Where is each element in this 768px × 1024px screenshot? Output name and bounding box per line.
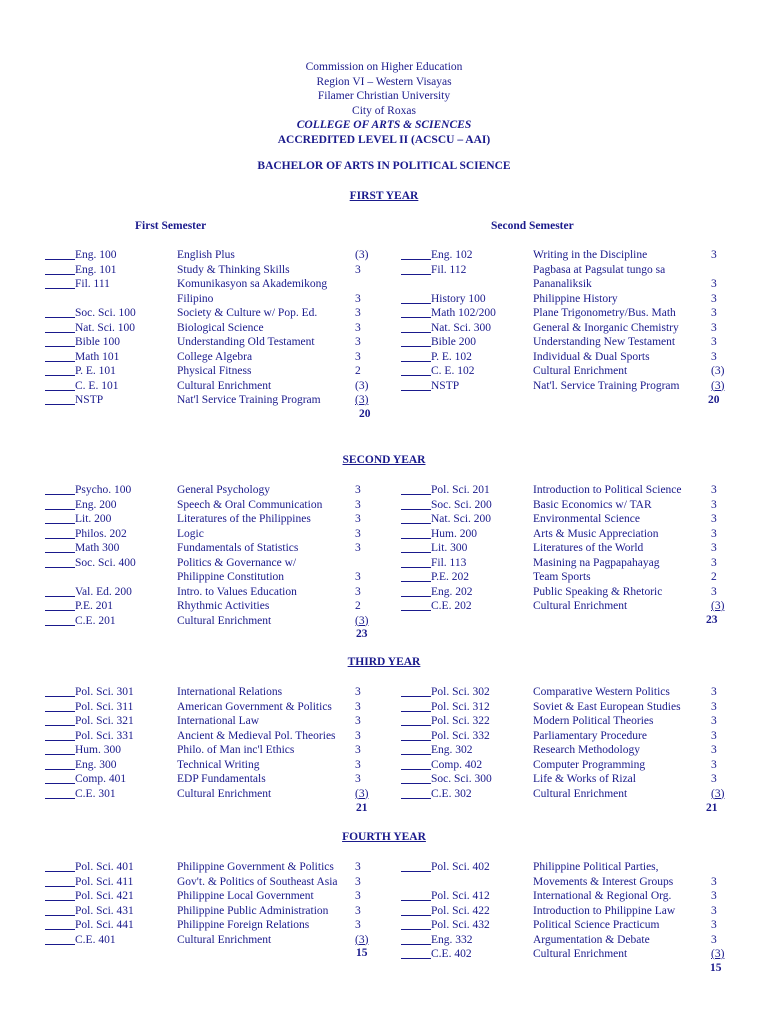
course-units: (3) — [711, 365, 725, 377]
course-units: 3 — [711, 729, 717, 742]
course-units: 3 — [711, 933, 717, 946]
grade-blank-line — [401, 538, 431, 539]
course-units: 3 — [711, 773, 717, 785]
course-units: 3 — [355, 263, 361, 276]
course-units: (3) — [355, 787, 369, 800]
course-units: 3 — [355, 292, 361, 305]
grade-blank-line — [45, 610, 75, 611]
course-title: International Relations — [177, 686, 283, 698]
grade-blank-line — [401, 509, 431, 510]
course-code: Fil. 113 — [431, 556, 467, 569]
grade-blank-line — [45, 259, 75, 260]
course-title: Logic — [177, 527, 204, 540]
course-code: Eng. 300 — [75, 758, 117, 771]
course-code: P. E. 102 — [431, 350, 472, 363]
year-title-first: FIRST YEAR — [349, 190, 419, 202]
course-title: Technical Writing — [177, 758, 260, 771]
course-units: (3) — [711, 600, 725, 612]
course-code: Pol. Sci. 422 — [431, 904, 490, 917]
first-year-second-semester-total: 20 — [708, 394, 720, 406]
course-code: Pol. Sci. 432 — [431, 919, 490, 931]
course-title: Biological Science — [177, 321, 264, 334]
course-code: Nat. Sci. 200 — [431, 513, 492, 525]
fourth-year-second-semester-total: 15 — [710, 962, 722, 974]
grade-blank-line — [45, 798, 75, 799]
grade-blank-line — [45, 711, 75, 712]
grade-blank-line — [401, 552, 431, 553]
grade-blank-line — [45, 509, 75, 510]
course-units: (3) — [711, 948, 725, 960]
grade-blank-line — [45, 944, 75, 945]
course-title: Understanding Old Testament — [177, 336, 315, 348]
course-units: 3 — [711, 700, 717, 713]
grade-blank-line — [401, 274, 431, 275]
course-units: 3 — [711, 278, 717, 290]
course-title: Speech & Oral Communication — [177, 498, 323, 511]
course-units: 3 — [355, 904, 361, 917]
course-title: Environmental Science — [533, 513, 640, 525]
course-code: Pol. Sci. 412 — [431, 890, 490, 902]
header-line-city: City of Roxas — [352, 104, 416, 117]
course-title: Cultural Enrichment — [533, 600, 628, 612]
header-line-region: Region VI – Western Visayas — [316, 75, 452, 88]
course-units: 3 — [355, 758, 361, 771]
grade-blank-line — [401, 317, 431, 318]
course-title: Philippine Political Parties, — [533, 861, 659, 873]
grade-blank-line — [401, 783, 431, 784]
course-title: Philo. of Man inc'l Ethics — [177, 744, 295, 756]
grade-blank-line — [45, 783, 75, 784]
course-title: Computer Programming — [533, 758, 646, 771]
grade-blank-line — [401, 361, 431, 362]
course-units: 3 — [355, 336, 361, 348]
course-code: Bible 200 — [431, 336, 477, 348]
course-code: Eng. 202 — [431, 585, 473, 598]
course-title: Political Science Practicum — [533, 919, 660, 931]
course-units: 3 — [355, 686, 361, 698]
course-units: 3 — [711, 321, 717, 334]
course-code: Pol. Sci. 321 — [75, 715, 134, 727]
course-units: 3 — [711, 484, 717, 496]
course-title: Pagbasa at Pagsulat tungo sa — [533, 263, 666, 276]
course-code: Pol. Sci. 421 — [75, 890, 134, 902]
course-code: Soc. Sci. 200 — [431, 498, 492, 511]
course-code: NSTP — [431, 379, 460, 392]
course-code: Eng. 100 — [75, 249, 117, 261]
grade-blank-line — [45, 375, 75, 376]
course-code: Bible 100 — [75, 336, 121, 348]
course-code: Hum. 300 — [75, 744, 121, 756]
grade-blank-line — [45, 915, 75, 916]
grade-blank-line — [401, 390, 431, 391]
course-code: Pol. Sci. 402 — [431, 861, 490, 873]
course-title: Individual & Dual Sports — [533, 350, 650, 363]
grade-blank-line — [45, 625, 75, 626]
course-title: Cultural Enrichment — [177, 787, 272, 800]
course-code: Nat. Sci. 100 — [75, 321, 136, 334]
course-code: P.E. 201 — [75, 600, 114, 612]
course-title: Intro. to Values Education — [177, 585, 297, 598]
course-code: Pol. Sci. 311 — [75, 700, 134, 713]
grade-blank-line — [401, 696, 431, 697]
course-units: 3 — [355, 919, 361, 931]
course-units: 3 — [711, 744, 717, 756]
course-code: P.E. 202 — [431, 571, 470, 583]
course-code: Comp. 402 — [431, 758, 483, 771]
grade-blank-line — [45, 740, 75, 741]
course-units: 3 — [711, 715, 717, 727]
course-title: Team Sports — [533, 571, 591, 583]
course-code: Pol. Sci. 201 — [431, 484, 490, 496]
course-title: Cultural Enrichment — [533, 787, 628, 800]
course-title: Writing in the Discipline — [533, 249, 648, 261]
course-title: Literatures of the World — [533, 542, 644, 554]
course-code: Soc. Sci. 400 — [75, 556, 136, 569]
course-code: Lit. 200 — [75, 513, 112, 525]
course-title: Philippine Constitution — [177, 571, 285, 583]
course-units: (3) — [355, 614, 369, 627]
course-title: Movements & Interest Groups — [533, 875, 674, 888]
second-semester-label: Second Semester — [491, 220, 574, 232]
course-units: 2 — [355, 365, 361, 377]
course-code: Hum. 200 — [431, 527, 477, 540]
course-code: C. E. 101 — [75, 379, 119, 392]
course-units: 3 — [355, 744, 361, 756]
year-title-second: SECOND YEAR — [342, 454, 426, 466]
year-title-third: THIRD YEAR — [347, 656, 421, 668]
fourth-year-first-semester-total: 15 — [356, 947, 368, 959]
header-accreditation: ACCREDITED LEVEL II (ACSCU – AAI) — [277, 133, 491, 146]
course-title: Introduction to Philippine Law — [533, 904, 676, 917]
course-code: Fil. 112 — [431, 263, 467, 276]
grade-blank-line — [401, 900, 431, 901]
grade-blank-line — [45, 361, 75, 362]
course-title: Soviet & East European Studies — [533, 700, 681, 713]
course-title: Ancient & Medieval Pol. Theories — [177, 729, 336, 742]
course-title: Society & Culture w/ Pop. Ed. — [177, 307, 318, 319]
year-title-fourth: FOURTH YEAR — [342, 831, 426, 843]
course-units: (3) — [711, 787, 725, 800]
course-units: 3 — [711, 758, 717, 771]
course-code: Eng. 101 — [75, 263, 117, 276]
course-title: Life & Works of Rizal — [533, 773, 636, 785]
grade-blank-line — [45, 886, 75, 887]
course-code: C.E. 301 — [75, 787, 116, 800]
grade-blank-line — [401, 871, 431, 872]
course-code: C.E. 202 — [431, 600, 472, 612]
course-units: 3 — [355, 875, 361, 888]
course-code: C.E. 201 — [75, 614, 116, 627]
course-code: Math 300 — [75, 542, 120, 554]
course-title: International & Regional Org. — [533, 890, 672, 902]
grade-blank-line — [401, 769, 431, 770]
course-title: General Psychology — [177, 484, 270, 496]
course-units: 3 — [355, 585, 361, 598]
course-units: 3 — [355, 890, 361, 902]
course-code: Psycho. 100 — [75, 484, 132, 496]
course-units: (3) — [355, 249, 369, 261]
grade-blank-line — [45, 332, 75, 333]
first-semester-label: First Semester — [135, 220, 207, 232]
course-title: International Law — [177, 715, 260, 727]
course-units: 2 — [711, 571, 717, 583]
course-title: Filipino — [177, 292, 214, 305]
course-title: Introduction to Political Science — [533, 484, 682, 496]
course-code: Pol. Sci. 401 — [75, 861, 134, 873]
course-units: (3) — [355, 379, 369, 392]
course-units: 3 — [711, 527, 717, 540]
course-code: Eng. 102 — [431, 249, 473, 261]
course-units: 2 — [355, 600, 361, 612]
grade-blank-line — [45, 596, 75, 597]
course-title: Modern Political Theories — [533, 715, 654, 727]
course-title: American Government & Politics — [177, 700, 332, 713]
grade-blank-line — [401, 523, 431, 524]
grade-blank-line — [45, 390, 75, 391]
course-units: 3 — [711, 292, 717, 305]
grade-blank-line — [45, 769, 75, 770]
grade-blank-line — [45, 552, 75, 553]
grade-blank-line — [45, 494, 75, 495]
grade-blank-line — [45, 346, 75, 347]
course-title: Cultural Enrichment — [533, 365, 628, 377]
course-title: Fundamentals of Statistics — [177, 542, 299, 554]
grade-blank-line — [401, 915, 431, 916]
course-title: Comparative Western Politics — [533, 686, 670, 698]
program-title: BACHELOR OF ARTS IN POLITICAL SCIENCE — [257, 160, 511, 172]
course-title: General & Inorganic Chemistry — [533, 321, 679, 334]
course-title: Study & Thinking Skills — [177, 263, 290, 276]
grade-blank-line — [45, 754, 75, 755]
grade-blank-line — [45, 725, 75, 726]
course-units: 3 — [355, 773, 361, 785]
course-units: 3 — [355, 542, 361, 554]
course-units: 3 — [711, 307, 717, 319]
grade-blank-line — [401, 581, 431, 582]
course-units: 3 — [711, 686, 717, 698]
grade-blank-line — [401, 346, 431, 347]
grade-blank-line — [401, 740, 431, 741]
course-code: History 100 — [431, 292, 486, 305]
course-units: (3) — [355, 394, 369, 406]
course-title: EDP Fundamentals — [177, 773, 266, 785]
course-code: Pol. Sci. 332 — [431, 729, 490, 742]
course-title: Nat'l. Service Training Program — [533, 379, 680, 392]
course-title: Cultural Enrichment — [177, 933, 272, 946]
course-code: Fil. 111 — [75, 278, 110, 290]
header-line-commission: Commission on Higher Education — [305, 61, 463, 73]
course-title: Philippine Government & Politics — [177, 861, 334, 873]
course-code: C.E. 402 — [431, 948, 472, 960]
grade-blank-line — [401, 958, 431, 959]
course-title: Understanding New Testament — [533, 336, 676, 348]
course-code: Philos. 202 — [75, 527, 127, 540]
header-college: COLLEGE OF ARTS & SCIENCES — [296, 119, 472, 132]
course-code: Pol. Sci. 441 — [75, 919, 134, 931]
course-code: Math 101 — [75, 350, 120, 363]
course-code: Eng. 200 — [75, 498, 117, 511]
header-line-university: Filamer Christian University — [317, 90, 451, 103]
grade-blank-line — [401, 567, 431, 568]
course-code: Lit. 300 — [431, 542, 468, 554]
course-units: 3 — [711, 336, 717, 348]
grade-blank-line — [401, 798, 431, 799]
grade-blank-line — [401, 711, 431, 712]
grade-blank-line — [401, 375, 431, 376]
first-year-first-semester-total: 20 — [359, 408, 371, 420]
grade-blank-line — [45, 871, 75, 872]
course-units: 3 — [711, 542, 717, 554]
course-title: Philippine Foreign Relations — [177, 919, 310, 931]
course-units: 3 — [355, 715, 361, 727]
course-title: Philippine History — [533, 292, 618, 305]
course-code: Nat. Sci. 300 — [431, 321, 492, 334]
grade-blank-line — [401, 494, 431, 495]
course-units: 3 — [355, 498, 361, 511]
course-code: Val. Ed. 200 — [75, 585, 132, 598]
course-title: College Algebra — [177, 350, 253, 363]
grade-blank-line — [45, 288, 75, 289]
course-code: C.E. 302 — [431, 787, 472, 800]
course-title: Cultural Enrichment — [533, 948, 628, 960]
course-units: 3 — [711, 890, 717, 902]
grade-blank-line — [45, 696, 75, 697]
course-title: Parliamentary Procedure — [533, 729, 647, 742]
course-title: Public Speaking & Rhetoric — [533, 585, 663, 598]
course-units: 3 — [711, 904, 717, 917]
grade-blank-line — [401, 259, 431, 260]
course-title: Philippine Public Administration — [177, 904, 329, 917]
course-title: Physical Fitness — [177, 365, 252, 377]
third-year-first-semester-total: 21 — [356, 802, 368, 814]
grade-blank-line — [401, 610, 431, 611]
grade-blank-line — [45, 929, 75, 930]
second-year-first-semester-total: 23 — [356, 628, 368, 640]
course-units: 3 — [355, 307, 361, 319]
course-title: Cultural Enrichment — [177, 614, 272, 627]
course-units: 3 — [711, 350, 717, 363]
course-units: 3 — [355, 571, 361, 583]
course-units: 3 — [355, 321, 361, 334]
course-units: 3 — [711, 513, 717, 525]
course-code: Pol. Sci. 411 — [75, 875, 134, 888]
course-units: 3 — [355, 350, 361, 363]
grade-blank-line — [401, 754, 431, 755]
third-year-second-semester-total: 21 — [706, 802, 718, 814]
course-code: Soc. Sci. 300 — [431, 773, 492, 785]
course-code: C. E. 102 — [431, 365, 475, 377]
course-units: 3 — [711, 919, 717, 931]
course-units: 3 — [355, 861, 361, 873]
course-title: Politics & Governance w/ — [177, 556, 297, 569]
grade-blank-line — [401, 929, 431, 930]
course-title: Argumentation & Debate — [533, 933, 650, 946]
grade-blank-line — [45, 567, 75, 568]
course-code: NSTP — [75, 394, 104, 406]
course-code: Eng. 302 — [431, 744, 473, 756]
course-units: (3) — [355, 933, 369, 946]
document-header — [0, 60, 768, 148]
course-title: Philippine Local Government — [177, 890, 314, 902]
course-title: Cultural Enrichment — [177, 379, 272, 392]
course-title: Masining na Pagpapahayag — [533, 556, 660, 569]
course-title: Pananaliksik — [533, 278, 592, 290]
second-year-second-semester-total: 23 — [706, 614, 718, 626]
course-code: Soc. Sci. 100 — [75, 307, 136, 319]
course-code: Math 102/200 — [431, 307, 496, 319]
course-code: Pol. Sci. 331 — [75, 729, 134, 742]
course-title: Basic Economics w/ TAR — [533, 498, 652, 511]
course-title: English Plus — [177, 249, 235, 261]
course-title: Rhythmic Activities — [177, 600, 270, 612]
grade-blank-line — [45, 538, 75, 539]
course-units: (3) — [711, 379, 725, 392]
course-units: 3 — [711, 249, 717, 261]
course-units: 3 — [711, 556, 717, 569]
grade-blank-line — [401, 332, 431, 333]
grade-blank-line — [45, 523, 75, 524]
course-units: 3 — [355, 700, 361, 713]
course-code: Pol. Sci. 301 — [75, 686, 134, 698]
grade-blank-line — [401, 303, 431, 304]
course-title: Research Methodology — [533, 744, 640, 756]
course-code: Eng. 332 — [431, 933, 473, 946]
grade-blank-line — [401, 725, 431, 726]
course-title: Literatures of the Philippines — [177, 513, 311, 525]
grade-blank-line — [45, 317, 75, 318]
course-code: P. E. 101 — [75, 365, 116, 377]
grade-blank-line — [45, 274, 75, 275]
course-units: 3 — [711, 875, 717, 888]
course-code: Pol. Sci. 322 — [431, 715, 490, 727]
course-units: 3 — [355, 484, 361, 496]
course-code: Comp. 401 — [75, 773, 127, 785]
course-code: Pol. Sci. 431 — [75, 904, 134, 917]
course-code: Pol. Sci. 312 — [431, 700, 490, 713]
course-units: 3 — [711, 498, 717, 511]
grade-blank-line — [401, 596, 431, 597]
course-code: Pol. Sci. 302 — [431, 686, 490, 698]
grade-blank-line — [401, 944, 431, 945]
course-title: Gov't. & Politics of Southeast Asia — [177, 875, 338, 888]
course-units: 3 — [355, 527, 361, 540]
course-title: Nat'l Service Training Program — [177, 394, 321, 406]
course-title: Plane Trigonometry/Bus. Math — [533, 307, 676, 319]
grade-blank-line — [45, 404, 75, 405]
course-title: Arts & Music Appreciation — [533, 527, 659, 540]
course-units: 3 — [355, 729, 361, 742]
grade-blank-line — [45, 900, 75, 901]
course-units: 3 — [355, 513, 361, 525]
course-units: 3 — [711, 585, 717, 598]
course-title: Komunikasyon sa Akademikong — [177, 278, 328, 290]
course-code: C.E. 401 — [75, 933, 116, 946]
